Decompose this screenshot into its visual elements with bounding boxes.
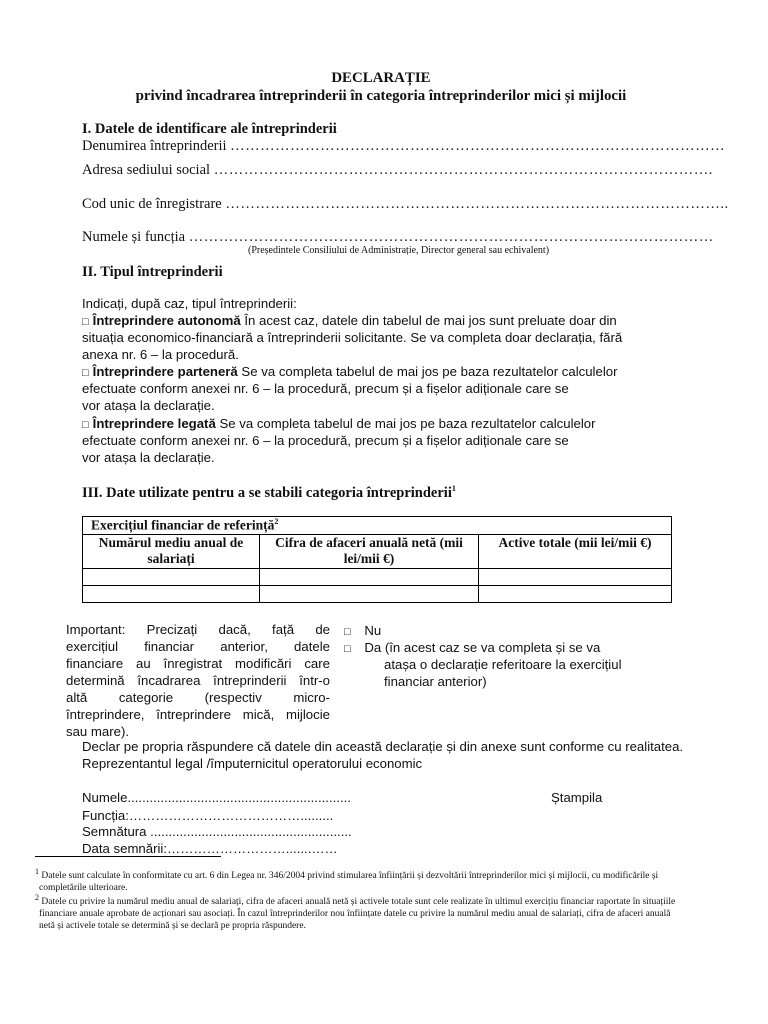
table-row: [83, 586, 672, 603]
option-autonomous-text-2: situația economico-financiară a întreprinderii solicitante. Se va completa doar declarația, fără: [82, 330, 623, 345]
important-line: altă categorie (respectiv micro-: [66, 690, 330, 705]
footnote-2-line: [35, 892, 675, 908]
footnote-1-line-2: completările ulterioare.: [39, 883, 128, 894]
registered-address-field[interactable]: [82, 162, 713, 179]
table-row: [83, 569, 672, 586]
stamp-label: Ștampila: [551, 790, 603, 805]
footnote-2-line-3: netă și activele totale se determină și se declară pe propria răspundere.: [39, 921, 306, 932]
option-partner-text-1: Se va completa tabelul de mai jos pe baza rezultatelor calculelor: [237, 364, 618, 379]
option-linked[interactable]: [82, 416, 596, 431]
footnote-1-line: [35, 866, 658, 882]
footnote-2: [35, 892, 675, 932]
type-intro: Indicați, după caz, tipul întreprinderii:: [82, 296, 297, 311]
signature-date-field[interactable]: Data semnării:……………………….......……: [82, 841, 338, 856]
company-name-label: Denumirea întreprinderii: [82, 138, 227, 154]
footnote-1-text: Datele sunt calculate în conformitate cu art. 6 din Legea nr. 346/2004 privind stimularea înființării și dezvoltării întreprinderilor mici și mijlocii, cu modificările și: [41, 871, 659, 882]
reference-data-table: [82, 516, 672, 603]
option-autonomous-text-1: În acest caz, datele din tabelul de mai jos sunt preluate doar din: [240, 313, 617, 328]
important-line: întreprindere, întreprindere mică, mijlocie: [66, 707, 330, 722]
option-linked-label: Întreprindere legată: [92, 416, 216, 431]
option-linked-text-1: Se va completa tabelul de mai jos pe baza rezultatelor calculelor: [215, 416, 596, 431]
checkbox-autonomous-icon[interactable]: □: [82, 316, 89, 328]
reference-year-cell[interactable]: [83, 517, 672, 535]
footnote-1-mark: 1: [35, 867, 39, 876]
signer-function-field[interactable]: Funcția:………………………………….........: [82, 808, 334, 823]
section-2-heading: II. Tipul întreprinderii: [82, 264, 223, 280]
col-header-employees: Numărul mediu anual de salariați: [83, 535, 260, 569]
table-cell[interactable]: [83, 569, 260, 586]
footnote-1: [35, 866, 658, 894]
option-yes-text-2: atașa o declarație referitoare la exercițiul: [384, 657, 622, 672]
footnote-2-mark: 2: [35, 893, 39, 902]
option-autonomous-text-3: anexa nr. 6 – la procedură.: [82, 347, 239, 362]
footnote-2-text: Datele cu privire la numărul mediu anual de salariați, cifra de afaceri anuală netă și activele totale sunt cele realizate în ultimul exercițiu financiar raportate în situațiile: [41, 897, 676, 908]
footnote-ref-2: 2: [274, 517, 279, 527]
name-function-dots: ……………………………………………………………………………………………: [188, 229, 714, 245]
footnote-2-line-2: financiare anuale aprobate de acționari sau asociați. În cazul întreprinderilor nou înființate datele cu privire la numărul mediu anual de salariați, cifra de afaceri anuală: [39, 909, 671, 920]
registered-address-dots: ……………………………………………………………………………………….: [213, 162, 713, 178]
col-header-assets: Active totale (mii lei/mii €): [479, 535, 672, 569]
reference-year-label: Exercițiul financiar de referință: [91, 517, 275, 533]
option-linked-text-2: efectuate conform anexei nr. 6 – la procedură, precum și a fișelor adiționale care se: [82, 433, 569, 448]
declaration-statement: Declar pe propria răspundere că datele din această declarație și din anexe sunt conforme cu realitatea.: [82, 739, 684, 754]
registration-code-dots: ………………………………………………………………………………………..: [225, 196, 729, 212]
important-line: financiare au înregistrat modificări care: [66, 656, 330, 671]
footnote-ref-1: 1: [451, 484, 456, 493]
important-note: [66, 621, 330, 740]
document-subtitle: privind încadrarea întreprinderii în categoria întreprinderilor mici și mijlocii: [135, 88, 627, 104]
checkbox-partner-icon[interactable]: □: [82, 367, 89, 379]
option-yes-label: Da (în acest caz se va completa și se va: [364, 640, 601, 655]
option-partner-text-2: efectuate conform anexei nr. 6 – la procedură, precum și a fișelor adiționale care se: [82, 381, 569, 396]
table-cell[interactable]: [260, 586, 479, 603]
option-autonomous[interactable]: [82, 313, 617, 328]
function-hint: (Președintele Consiliului de Administrație, Director general sau echivalent): [248, 245, 550, 256]
table-cell[interactable]: [479, 586, 672, 603]
footnote-divider: [35, 856, 221, 857]
section-1-heading: I. Datele de identificare ale întreprinderii: [82, 121, 337, 137]
important-line: exercițiul financiar anterior, datele: [66, 639, 330, 654]
option-no[interactable]: [344, 623, 381, 638]
important-line: determină încadrarea întreprinderii într-o: [66, 673, 330, 688]
checkbox-no-icon[interactable]: □: [344, 626, 351, 638]
important-line: sau mare).: [66, 724, 130, 739]
section-3-heading: [82, 484, 456, 502]
legal-representative: Reprezentantul legal /împuternicitul operatorului economic: [82, 756, 423, 771]
company-name-field[interactable]: [82, 138, 725, 155]
checkbox-yes-icon[interactable]: □: [344, 643, 351, 655]
option-no-label: Nu: [364, 623, 382, 638]
table-cell[interactable]: [260, 569, 479, 586]
section-3-heading-text: III. Date utilizate pentru a se stabili categoria întreprinderii: [82, 484, 452, 501]
option-yes-text-3: financiar anterior): [384, 674, 487, 689]
name-function-label: Numele și funcția: [82, 229, 186, 245]
company-name-dots: ………………………………………………………………………………………: [230, 138, 726, 154]
option-autonomous-label: Întreprindere autonomă: [92, 313, 241, 328]
signer-name-field[interactable]: Numele.............................................................: [82, 790, 351, 805]
name-function-field[interactable]: [82, 229, 714, 246]
option-yes[interactable]: [344, 640, 600, 655]
option-partner-text-3: vor atașa la declarație.: [82, 398, 215, 413]
signature-field[interactable]: Semnătura .......................................................: [82, 824, 352, 839]
table-cell[interactable]: [83, 586, 260, 603]
col-header-turnover: Cifra de afaceri anuală netă (mii lei/mii €): [260, 535, 479, 569]
option-partner[interactable]: [82, 364, 617, 379]
registration-code-field[interactable]: [82, 196, 729, 213]
document-title: DECLARAȚIE: [331, 70, 431, 86]
option-partner-label: Întreprindere parteneră: [92, 364, 238, 379]
table-cell[interactable]: [479, 569, 672, 586]
option-linked-text-3: vor atașa la declarație.: [82, 450, 215, 465]
registration-code-label: Cod unic de înregistrare: [82, 196, 222, 212]
checkbox-linked-icon[interactable]: □: [82, 419, 89, 431]
registered-address-label: Adresa sediului social: [82, 162, 211, 178]
important-line: Important: Precizați dacă, față de: [66, 622, 330, 637]
